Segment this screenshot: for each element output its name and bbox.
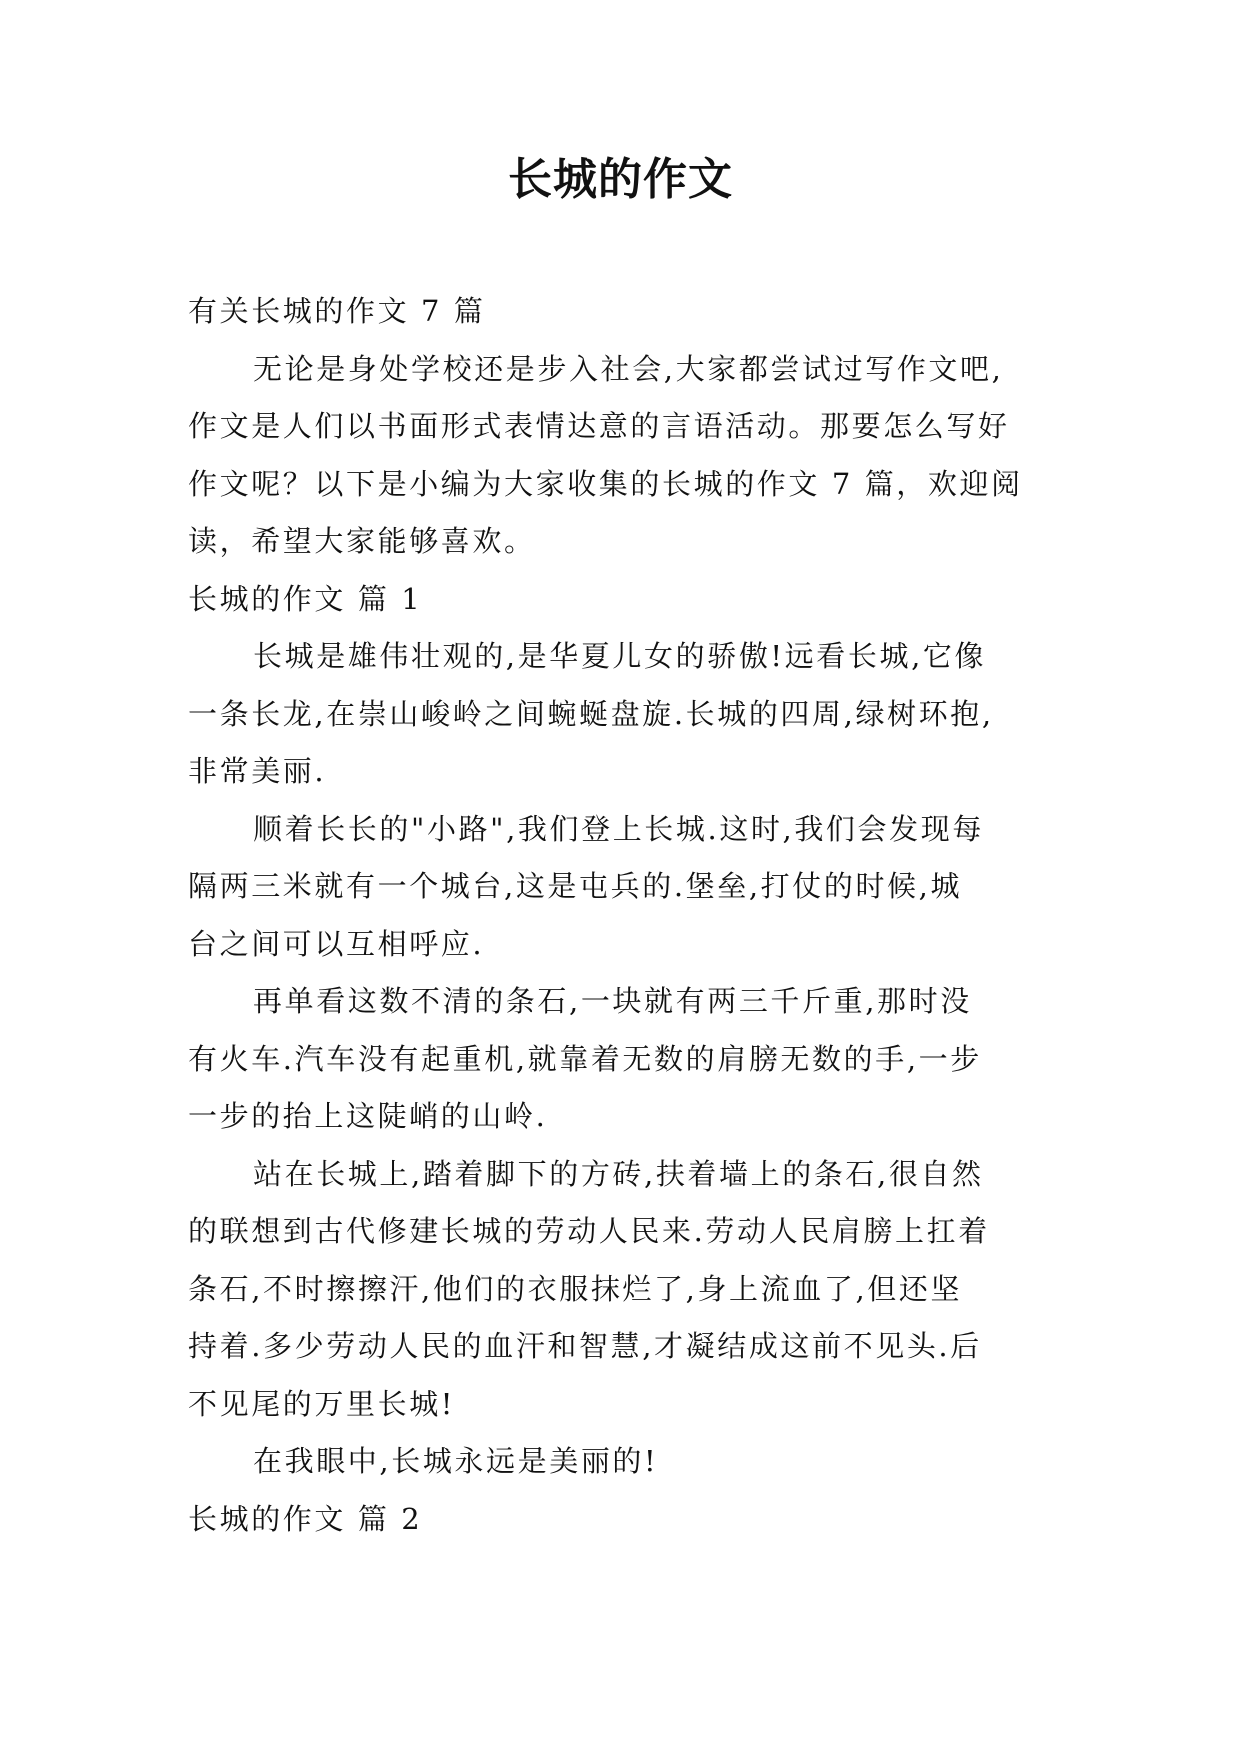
text-line: 的联想到古代修建长城的劳动人民来.劳动人民肩膀上扛着 [188, 1214, 990, 1248]
text-line: 长城的作文 篇 1 [188, 581, 423, 616]
text-line: 顺着长长的"小路",我们登上长城.这时,我们会发现每 [253, 811, 984, 846]
text-line: 隔两三米就有一个城台,这是屯兵的.堡垒,打仗的时候,城 [188, 869, 963, 903]
text-line: 持着.多少劳动人民的血汗和智慧,才凝结成这前不见头.后 [188, 1329, 982, 1363]
text-line: 有关长城的作文 7 篇 [188, 294, 486, 328]
text-line: 无论是身处学校还是步入社会,大家都尝试过写作文吧, [253, 351, 1004, 386]
text-line: 长城是雄伟壮观的,是华夏儿女的骄傲!远看长城,它像 [253, 639, 987, 673]
text-line: 站在长城上,踏着脚下的方砖,扶着墙上的条石,很自然 [253, 1156, 984, 1191]
document-title: 长城的作文 [508, 154, 733, 205]
text-line: 一条长龙,在崇山峻岭之间蜿蜒盘旋.长城的四周,绿树环抱, [188, 696, 994, 731]
text-line: 作文是人们以书面形式表情达意的言语活动。那要怎么写好 [188, 409, 1010, 443]
text-line: 有火车.汽车没有起重机,就靠着无数的肩膀无数的手,一步 [188, 1041, 982, 1076]
text-line: 再单看这数不清的条石,一块就有两三千斤重,那时没 [253, 984, 972, 1018]
text-line: 非常美丽. [188, 754, 327, 788]
text-line: 作文呢？以下是小编为大家收集的长城的作文 7 篇，欢迎阅 [188, 466, 1023, 501]
text-line: 读，希望大家能够喜欢。 [188, 524, 536, 558]
text-line: 长城的作文 篇 2 [188, 1501, 423, 1536]
document-body [188, 283, 1054, 1548]
text-line: 不见尾的万里长城! [188, 1386, 456, 1421]
text-line: 台之间可以互相呼应. [188, 926, 485, 961]
text-line: 在我眼中,长城永远是美丽的! [253, 1444, 659, 1478]
text-line: 条石,不时擦擦汗,他们的衣服抹烂了,身上流血了,但还坚 [188, 1271, 963, 1306]
text-line: 一步的抬上这陡峭的山岭. [188, 1099, 548, 1133]
